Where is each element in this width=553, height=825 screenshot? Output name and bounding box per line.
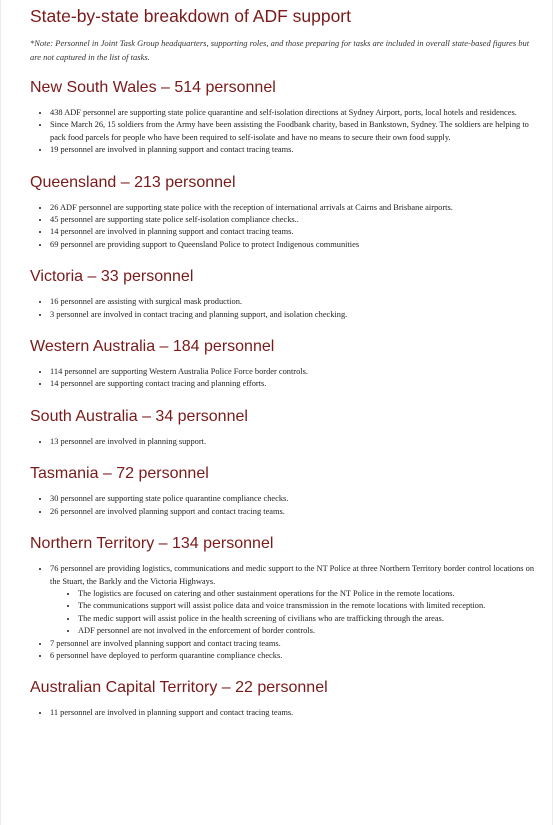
list-item: ▪ 6 personnel have deployed to perform quarantine compliance checks.: [50, 650, 536, 662]
sub-bullet-list: [50, 588, 536, 638]
bullet-list: [30, 296, 536, 321]
list-item: [50, 563, 536, 637]
bullet-list: [30, 493, 536, 518]
section-heading: Queensland – 213 personnel: [30, 173, 236, 191]
list-item-text: 76 personnel are providing logistics, communications and medic support to the NT Police at three Northern Territory border control locations on the Stuart, the Barkly and the Victoria Highways.: [50, 564, 535, 586]
section-heading: Victoria – 33 personnel: [30, 268, 194, 286]
section-heading: South Australia – 34 personnel: [30, 407, 248, 425]
bullet-list: [30, 707, 536, 719]
section-heading: Tasmania – 72 personnel: [30, 465, 209, 483]
list-item: ▪ 69 personnel are providing support to Queensland Police to protect Indigenous communities: [50, 239, 536, 251]
list-item: ▪ 13 personnel are involved in planning support.: [50, 436, 536, 448]
bullet-list: [30, 107, 536, 157]
section-heading: New South Wales – 514 personnel: [30, 79, 276, 96]
list-item: ▪ 14 personnel are supporting contact tracing and planning efforts.: [50, 378, 536, 390]
section-heading: Northern Territory – 134 personnel: [30, 535, 274, 553]
list-item: ▪ 16 personnel are assisting with surgical mask production.: [50, 296, 536, 308]
note-text: *Note: Personnel in Joint Task Group headquarters, supporting roles, and those preparing for tasks are included in overall state-based figures but are not captured in the list of tasks.: [30, 38, 530, 62]
list-item: ▪ 11 personnel are involved in planning support and contact tracing teams.: [50, 707, 536, 719]
list-item: ▪ 114 personnel are supporting Western Australia Police Force border controls.: [50, 366, 536, 378]
section-tas: [30, 464, 536, 518]
section-heading: Australian Capital Territory – 22 personnel: [30, 679, 328, 697]
section-wa: [30, 337, 536, 391]
sub-list-item: ▪ The logistics are focused on catering and other sustainment operations for the NT Police in the remote locations.: [78, 588, 536, 600]
section-vic: [30, 267, 536, 321]
section-nsw: [30, 78, 536, 157]
list-item: ▪ 438 ADF personnel are supporting state police quarantine and self-isolation directions at Sydney Airport, ports, local hotels and residences.: [50, 107, 536, 119]
section-sa: [30, 407, 536, 448]
section-act: [30, 678, 536, 719]
sub-list-item: ▪ ADF personnel are not involved in the enforcement of border controls.: [78, 625, 536, 637]
sub-list-item: ▪ The communications support will assist police data and voice transmission in the remote locations with limited reception.: [78, 600, 536, 612]
list-item: ▪ 26 ADF personnel are supporting state police with the reception of international arrivals at Cairns and Brisbane airports.: [50, 202, 536, 214]
bullet-list: [30, 366, 536, 391]
list-item: ▪ Since March 26, 15 soldiers from the Army have been assisting the Foodbank charity, based in Bankstown, Sydney. The soldiers are helping to pack food parcels for people who have been required to self-isolate and have no means to secure their own food supply.: [50, 119, 536, 144]
section-qld: [30, 173, 536, 252]
section-heading: Western Australia – 184 personnel: [30, 338, 275, 356]
page-title: State-by-state breakdown of ADF support: [30, 6, 351, 26]
list-item: ▪ 7 personnel are involved planning support and contact tracing teams.: [50, 638, 536, 650]
list-item: ▪ 45 personnel are supporting state police self-isolation compliance checks..: [50, 214, 536, 226]
article-content: [30, 6, 536, 736]
sub-list-item: ▪ The medic support will assist police in the health screening of civilians who are trafficking through the areas.: [78, 613, 536, 625]
list-item: ▪ 26 personnel are involved planning support and contact tracing teams.: [50, 506, 536, 518]
list-item: ▪ 3 personnel are involved in contact tracing and planning support, and isolation checking.: [50, 309, 536, 321]
bullet-list: [30, 436, 536, 448]
list-item: ▪ 19 personnel are involved in planning support and contact tracing teams.: [50, 144, 536, 156]
section-nt: [30, 534, 536, 662]
list-item: ▪ 14 personnel are involved in planning support and contact tracing teams.: [50, 226, 536, 238]
bullet-list: [30, 563, 536, 662]
bullet-list: [30, 202, 536, 252]
list-item: ▪ 30 personnel are supporting state police quarantine compliance checks.: [50, 493, 536, 505]
